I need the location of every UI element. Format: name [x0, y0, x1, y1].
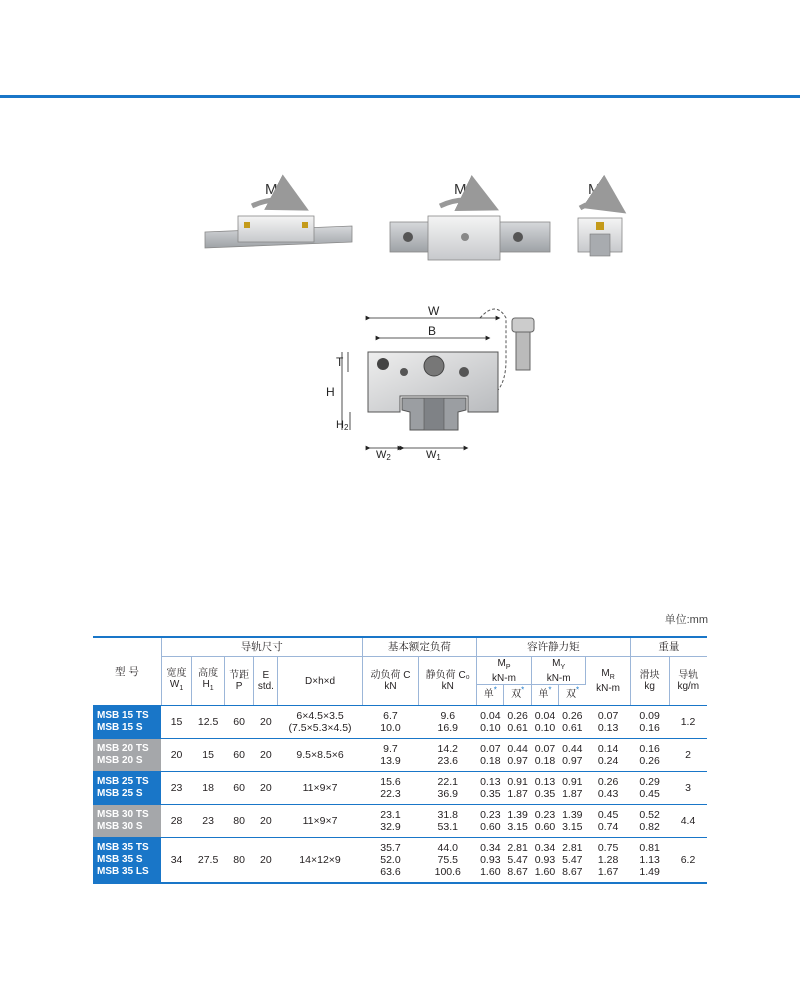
col-mp-double: 双*: [504, 685, 531, 706]
my-diagram: [390, 181, 550, 260]
cell-h1: 27.5: [192, 838, 225, 884]
cell-my1: 0.23 0.60: [531, 805, 558, 838]
cell-kg: 0.81 1.13 1.49: [630, 838, 669, 884]
cell-w1: 34: [161, 838, 191, 884]
col-p: 节距 P: [224, 657, 253, 706]
cell-my2: 0.26 0.61: [559, 706, 586, 739]
cell-mp1: 0.04 0.10: [477, 706, 504, 739]
cell-kg: 0.29 0.45: [630, 772, 669, 805]
table-row: [93, 805, 707, 838]
cell-my1: 0.13 0.35: [531, 772, 558, 805]
cell-kg: 0.52 0.82: [630, 805, 669, 838]
dim-W1: W1: [426, 449, 441, 462]
cell-my2: 0.44 0.97: [559, 739, 586, 772]
cell-c: 6.7 10.0: [362, 706, 419, 739]
cell-c: 9.7 13.9: [362, 739, 419, 772]
moment-diagrams: [0, 170, 800, 270]
cell-mp1: 0.07 0.18: [477, 739, 504, 772]
col-e: E std.: [254, 657, 278, 706]
cell-mp2: 2.81 5.47 8.67: [504, 838, 531, 884]
table-row: [93, 706, 707, 739]
cell-mr: 0.75 1.28 1.67: [586, 838, 630, 884]
cell-p: 60: [224, 739, 253, 772]
model-name: MSB 25 TS MSB 25 S: [93, 772, 161, 805]
cell-mp2: 1.39 3.15: [504, 805, 531, 838]
cell-mp2: 0.91 1.87: [504, 772, 531, 805]
col-c: 动负荷 C kN: [362, 657, 419, 706]
cell-mr: 0.26 0.43: [586, 772, 630, 805]
model-name: MSB 20 TS MSB 20 S: [93, 739, 161, 772]
cell-c: 23.1 32.9: [362, 805, 419, 838]
cell-my2: 2.81 5.47 8.67: [559, 838, 586, 884]
cell-rail-kgm: 1.2: [669, 706, 707, 739]
cell-my1: 0.07 0.18: [531, 739, 558, 772]
cell-p: 60: [224, 706, 253, 739]
cell-dhd: 11×9×7: [278, 805, 362, 838]
mr-label: $M_R$: [588, 181, 608, 200]
cell-e: 20: [254, 838, 278, 884]
cell-mp1: 0.23 0.60: [477, 805, 504, 838]
cell-mr: 0.07 0.13: [586, 706, 630, 739]
cell-e: 20: [254, 739, 278, 772]
cell-my1: 0.04 0.10: [531, 706, 558, 739]
cross-section-diagram: [300, 300, 560, 470]
cell-my1: 0.34 0.93 1.60: [531, 838, 558, 884]
cell-h1: 23: [192, 805, 225, 838]
col-h1: 高度 $H_1$: [192, 657, 225, 706]
cell-h1: 18: [192, 772, 225, 805]
cell-w1: 28: [161, 805, 191, 838]
cell-p: 80: [224, 838, 253, 884]
cell-h1: 15: [192, 739, 225, 772]
cell-mp1: 0.34 0.93 1.60: [477, 838, 504, 884]
cell-e: 20: [254, 805, 278, 838]
cell-mp2: 0.26 0.61: [504, 706, 531, 739]
cell-kg: 0.09 0.16: [630, 706, 669, 739]
cell-rail-kgm: 2: [669, 739, 707, 772]
dim-H2: H2: [336, 419, 349, 432]
col-rail-kgm: 导轨 kg/m: [669, 657, 707, 706]
cell-mr: 0.14 0.24: [586, 739, 630, 772]
header-rule: [0, 95, 800, 98]
cell-mp2: 0.44 0.97: [504, 739, 531, 772]
cell-h1: 12.5: [192, 706, 225, 739]
cell-rail-kgm: 6.2: [669, 838, 707, 884]
grp-weight: 重量: [630, 637, 707, 657]
col-mp: $M_P$ kN-m: [477, 657, 532, 685]
model-name: MSB 30 TS MSB 30 S: [93, 805, 161, 838]
cell-c0: 31.8 53.1: [419, 805, 477, 838]
col-mr: $M_R$ kN-m: [586, 657, 630, 706]
cell-dhd: 6×4.5×3.5 (7.5×5.3×4.5): [278, 706, 362, 739]
cell-rail-kgm: 3: [669, 772, 707, 805]
spec-table: [93, 636, 707, 884]
table-row: [93, 772, 707, 805]
col-mp-single: 单*: [477, 685, 504, 706]
cell-e: 20: [254, 772, 278, 805]
cell-dhd: 11×9×7: [278, 772, 362, 805]
table-row: [93, 739, 707, 772]
my-label: $M_Y$: [454, 181, 474, 200]
mp-label: $M_P$: [265, 181, 285, 200]
cell-p: 80: [224, 805, 253, 838]
col-my: $M_Y$ kN-m: [531, 657, 586, 685]
unit-note: 单位:mm: [664, 614, 708, 626]
col-model: 型 号: [93, 637, 161, 706]
cell-kg: 0.16 0.26: [630, 739, 669, 772]
grp-moment: 容许静力矩: [477, 637, 631, 657]
cell-c0: 22.1 36.9: [419, 772, 477, 805]
cell-e: 20: [254, 706, 278, 739]
cell-c: 15.6 22.3: [362, 772, 419, 805]
model-name: MSB 15 TS MSB 15 S: [93, 706, 161, 739]
cell-my2: 0.91 1.87: [559, 772, 586, 805]
dim-B: B: [428, 324, 437, 338]
col-dhd: D×h×d: [278, 657, 362, 706]
cell-w1: 15: [161, 706, 191, 739]
col-my-double: 双*: [559, 685, 586, 706]
mp-diagram: [205, 181, 352, 248]
col-my-single: 单*: [531, 685, 558, 706]
model-name: MSB 35 TS MSB 35 S MSB 35 LS: [93, 838, 161, 884]
spec-table-body: [93, 706, 707, 884]
cell-c0: 44.0 75.5 100.6: [419, 838, 477, 884]
cell-mr: 0.45 0.74: [586, 805, 630, 838]
dim-H: H: [326, 385, 335, 399]
cell-dhd: 14×12×9: [278, 838, 362, 884]
cell-p: 60: [224, 772, 253, 805]
cell-c0: 9.6 16.9: [419, 706, 477, 739]
mr-diagram: [578, 181, 622, 256]
dim-W2: W2: [376, 449, 391, 462]
cell-rail-kgm: 4.4: [669, 805, 707, 838]
cell-w1: 20: [161, 739, 191, 772]
table-row: [93, 838, 707, 884]
cell-c0: 14.2 23.6: [419, 739, 477, 772]
cell-mp1: 0.13 0.35: [477, 772, 504, 805]
dim-T: T: [336, 355, 344, 369]
cell-w1: 23: [161, 772, 191, 805]
cell-dhd: 9.5×8.5×6: [278, 739, 362, 772]
col-block-kg: 滑块 kg: [630, 657, 669, 706]
grp-rail: 导轨尺寸: [161, 637, 362, 657]
cell-c: 35.7 52.0 63.6: [362, 838, 419, 884]
grp-load: 基本额定负荷: [362, 637, 477, 657]
cell-my2: 1.39 3.15: [559, 805, 586, 838]
col-w1: 宽度 $W_1$: [161, 657, 191, 706]
dim-W: W: [428, 304, 440, 318]
col-c0: 静负荷 C₀ kN: [419, 657, 477, 706]
